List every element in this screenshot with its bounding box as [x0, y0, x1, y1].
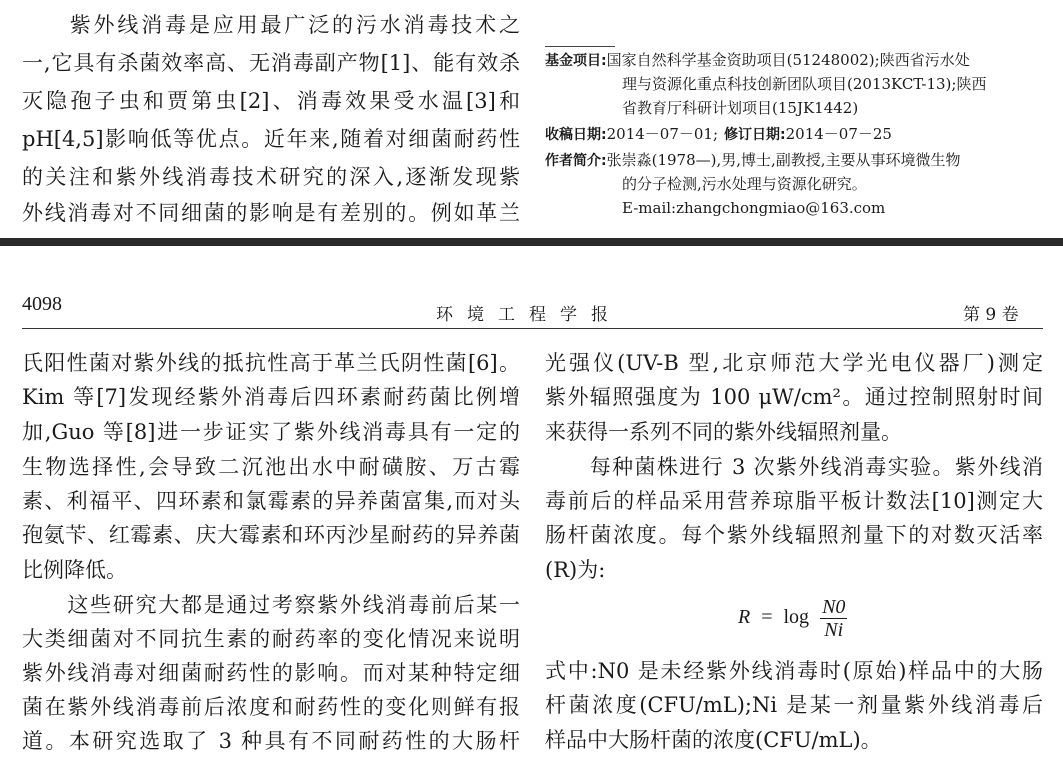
text-line: 紫外线消毒对细菌耐药性的影响。而对某种特定细: [22, 661, 520, 685]
journal-title: 环境工程学报: [436, 305, 622, 325]
text-line: 这些研究大都是通过考察紫外线消毒前后某一: [22, 593, 520, 617]
fund-label: 基金项目:国家自然科学基金资助项目(51248002);陕西省污水处: [545, 51, 970, 69]
formula-numerator: N0: [822, 596, 846, 618]
text-line: 杆菌浓度(CFU/mL);Ni 是某一剂量紫外线消毒后: [545, 693, 1043, 717]
fund-line: 省教育厅科研计划项目(15JK1442): [622, 99, 859, 117]
header-rule: [22, 328, 1043, 329]
text-line: pH[4,5]影响低等优点。近年来,随着对细菌耐药性: [22, 127, 520, 151]
fund-line: 理与资源化重点科技创新团队项目(2013KCT-13);陕西: [622, 75, 987, 93]
text-line: (R)为:: [545, 558, 606, 582]
text-line: 大类细菌对不同抗生素的耐药率的变化情况来说明: [22, 627, 520, 651]
formula-eq: =: [761, 606, 773, 629]
text-line: 外线消毒对不同细菌的影响是有差别的。例如革兰: [22, 201, 520, 225]
text-line: 孢氨苄、红霉素、庆大霉素和环丙沙星耐药的异养菌: [22, 523, 520, 547]
text-line: 灭隐孢子虫和贾第虫[2]、消毒效果受水温[3]和: [22, 89, 520, 113]
footnote-rule: [545, 46, 615, 47]
fund-line: 国家自然科学基金资助项目(51248002);陕西省污水处: [606, 51, 970, 69]
text-line: 菌在紫外线消毒前后浓度和耐药性的变化则鲜有报: [22, 695, 520, 719]
formula: [738, 596, 847, 641]
author-line: 作者简介:张崇淼(1978—),男,博士,副教授,主要从事环境微生物: [545, 151, 961, 169]
formula-op: log: [783, 606, 810, 629]
email-line: E-mail:zhangchongmiao@163.com: [622, 199, 886, 217]
text-line: 素、利福平、四环素和氯霉素的异养菌富集,而对头: [22, 489, 520, 513]
page-divider: [0, 238, 1063, 246]
formula-fraction: [820, 596, 847, 641]
text-line: 样品中大肠杆菌的浓度(CFU/mL)。: [545, 728, 882, 752]
text-line: 氏阳性菌对紫外线的抵抗性高于革兰氏阴性菌[6]。: [22, 351, 520, 375]
text-line: 紫外辐照强度为 100 μW/cm²。通过控制照射时间: [545, 385, 1043, 409]
dates-line: 收稿日期:2014－07－01; 修订日期:2014－07－25: [545, 125, 892, 143]
text-line: 生物选择性,会导致二沉池出水中耐磺胺、万古霉: [22, 455, 520, 479]
text-line: 肠杆菌浓度。每个紫外线辐照剂量下的对数灭活率: [545, 523, 1043, 547]
page-number: 4098: [22, 293, 62, 315]
volume-label: 第 9 卷: [963, 305, 1019, 325]
text-line: 每种菌株进行 3 次紫外线消毒实验。紫外线消: [545, 455, 1043, 479]
text-line: Kim 等[7]发现经紫外消毒后四环素耐药菌比例增: [22, 385, 520, 409]
text-line: 加,Guo 等[8]进一步证实了紫外线消毒具有一定的: [22, 420, 520, 444]
text-line: 一,它具有杀菌效率高、无消毒副产物[1]、能有效杀: [22, 51, 520, 75]
text-line: 来获得一系列不同的紫外线辐照剂量。: [545, 420, 902, 444]
text-line: 光强仪(UV-B 型,北京师范大学光电仪器厂)测定: [545, 351, 1043, 375]
text-line: 的关注和紫外线消毒技术研究的深入,逐渐发现紫: [22, 165, 520, 189]
formula-denominator: Ni: [824, 619, 844, 641]
author-line: 的分子检测,污水处理与资源化研究。: [622, 175, 867, 193]
text-line: 式中:N0 是未经紫外线消毒时(原始)样品中的大肠: [545, 659, 1043, 683]
text-line: 道。本研究选取了 3 种具有不同耐药性的大肠杆: [22, 729, 520, 753]
text-line: 紫外线消毒是应用最广泛的污水消毒技术之: [22, 13, 520, 37]
text-line: 毒前后的样品采用营养琼脂平板计数法[10]测定大: [545, 489, 1043, 513]
text-line: 比例降低。: [22, 558, 127, 582]
formula-lhs: R: [738, 606, 751, 629]
